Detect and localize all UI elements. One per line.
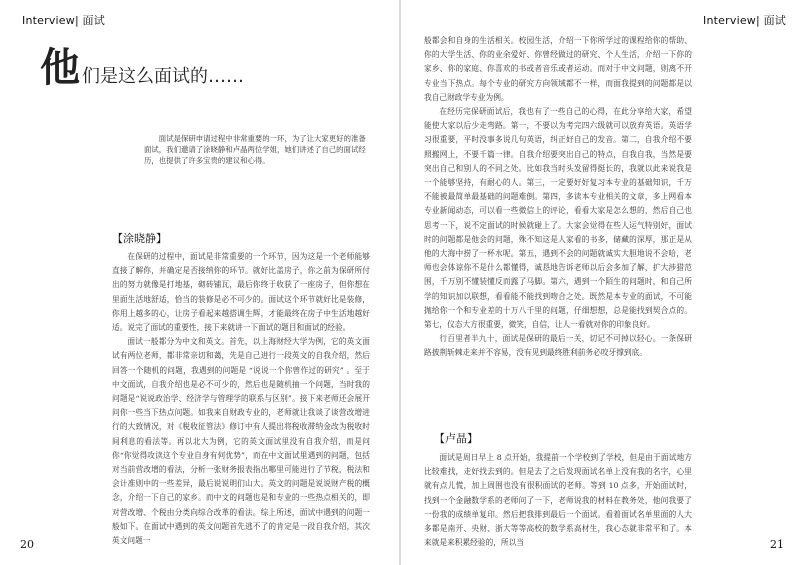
page-number-right: 21: [770, 538, 784, 551]
title-first-char: 他: [40, 45, 80, 91]
section-body-lu: [424, 451, 692, 550]
paragraph: 行百里者半九十，面试是保研的最后一关，切记不可掉以轻心。一条保研路披荆斩棘走来并不容易，没有见到最终胜利前务必咬牙撑到底。: [424, 334, 692, 358]
intro-paragraph: 面试是保研申请过程中非常重要的一环，为了让大家更好的准备面试，我们邀请了涂晓静和卢晶两位学姐，她们讲述了自己的面试经历，也提供了许多宝贵的建议和心得。: [144, 134, 366, 165]
article-title: [40, 45, 244, 91]
paragraph: 在保研的过程中，面试是非常重要的一个环节，因为这是一个老师能够直接了解你，并确定是否接纳你的环节。就好比盖房子，你之前为保研所付出的努力就像是打地基，砌砖铺瓦，最后你终于收获了一座房子，但你想在里面生活地舒适，恰当的装修是必不可少的。面试这个环节就好比是装修，你用上越多的心，让房子看起来越搭调生辉，才能最终在房子中生活地越好适。说完了面试的重要性，接下来就讲一下面试的题目和面试的经验。: [112, 252, 370, 333]
paragraph: 般都会和自身的生活相关。校园生活，介绍一下你所学过的课程给你的帮助、你的大学生活、你的业余爱好、你曾经做过的研究、个人生活，介绍一下你的家乡、你的家庭、你喜欢的书或者音乐或者运动。而对于中文问题，则离不开专业当下热点。每个专业的研究方向领域都不一样，而面我提到的问题都是以我自己财政学专业为例。: [424, 36, 692, 102]
section-body-tu: [112, 250, 370, 548]
paragraph: 面试是周日早上 8 点开始，我提前一个学校到了学校，但是由于面试地方比较难找，走好找去到的。但是去了之后发现面试名单上没有我的名字，心里就有点儿慌，加上周围也没有很积面试的老师。等到 10 点多，开始面试时，找到一个金融数学系的老师问了一下，老师说我的材料在教务处，他问我要了一份我的成绩单复印。然后把我排到最后一个面试。看着面试名单里面的人大多都是南开、央财、浙大等等高校的数学系高材生，我心态就非常平和了。本来就是来积累经验的，所以当: [424, 453, 692, 548]
paragraph: 在经历完保研面试后，我也有了一些自己的心得，在此分享给大家，希望能使大家以后少走弯路。第一，不要以为考完四六级就可以放弃英语。英语学习很重要，平时没事多说几句英语，纠正好自己的发音。第二，自我介绍不要照搬网上，不要千篇一律。自我介绍要突出自己的特点，自我自我，当然是要突出自己和别人的不同之处。比如我当时头发留得挺长的，我就以此来说我是一个能够坚持，有耐心的人。第三，一定要好好复习本专业的基础知识，千万不能被最简单最基础的问题难倒。第四，多读本专业相关的文章，多上网看本专业新闻动态，可以看一些微信上的评论，看看大家是怎么想的，然后自己也思考一下，说不定面试的时候就碰上了。大家会觉得在些人运气特别好，面试时的问题都是他会的问题，殊不知这是人家看的书多，储藏的深厚，那正是从他的大海中捞了一杯水呢。第五，遇到不会的问题就诚实大胆地说不会哈，老师也会体谅你不是什么都懂得，诚恳地告诉老师以后会多加了解，扩大涉猎范围，千万别不懂装懂反而露了马脚。第六，遇到一个陌生的问题时，和自己所学的知识加以联想，看看能不能找到吻合之处。既然是本专业的面试，不可能抛给你一个和专业差的十万八千里的问题，仔细想想，总是能找到契合点的。第七，仪态大方很重要，微笑，自信，让人一看就对你的印象良好。: [424, 107, 692, 330]
running-header-right: Interview| 面试: [703, 14, 786, 27]
right-column-body: [424, 34, 692, 361]
right-page: [400, 0, 800, 565]
page-number-left: 20: [20, 538, 34, 551]
paragraph: 面试一般都分为中文和英文。首先，以上海财经大学为例，它的英文面试有两位老师，都非常亲切和蔼，先是自己进行一段英文的自我介绍，然后回答一个随机的问题，我遇到的问题是 “说说一个你曾作过的研究” 。至于中文面试，自我介绍也是必不可少的，然后也是随机抽一个问题，当时我的问题是“说说政治学、经济学与管理学的联系与区别”。接下来老师还会展开问你一些当下热点问题。如我来自财政专业的，老师就让我谈了谈营改增进行的大致情况，对《税收征管法》修订中有人提出将税收滞纳金改为税收时间利息的看法等。再以北大为例，它的英文面试里没有自我介绍，而是问你“你觉得攻读这个专业自身有何优势”，而在中文面试里遇到的问题，包括对当前营改增的看法，分析一张财务报表指出哪里可能进行了节税，税法和会计准则中的一些差异，最后说说明们山大。英文的问题是说说财产税的概念，介绍一下自己的家乡。而中文的问题也是和专业的一些热点相关的，即对营改增、个税由分类向综合改革的看法。综上所述，面试中遇到的问题一般如下。在面试中遇到的英文问题首先逃不了的肯定是一段自我介绍，其次英文问题一: [112, 337, 370, 546]
title-rest: 们是这么面试的……: [82, 66, 244, 87]
section-heading-lu: 【卢晶】: [434, 432, 478, 445]
section-heading-tu: 【涂晓静】: [112, 232, 167, 245]
running-header-left: Interview| 面试: [22, 14, 105, 27]
